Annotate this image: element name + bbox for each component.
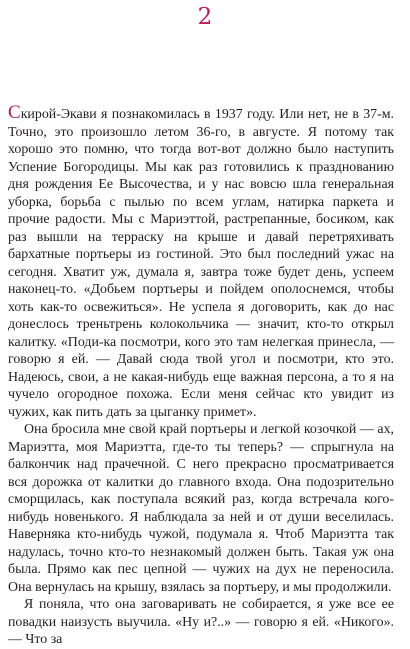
paragraph-1-text: кирой-Экави я познакомилась в 1937 году. Или нет, не в 37-м. Точно, это произошло летом 36-го, в августе. Я потому так хорошо это помню, что тогда вот-вот должно было наступить Успение Богородицы. Мы как раз готовились к празднованию дня рождения Ее Высочества, и у нас вовсю шла генеральная уборка, борьба с пылью по всем углам, натирка паркета и прочие радости. Мы с Мариэттой, растрепанные, босиком, как раз вышли на терраску на крыше и давай перетряхивать бархатные портьеры из гостиной. Это был последний ужас на сегодня. Хватит уж, думала я, завтра тоже будет день, успеем наконец-то. «Добьем портьеры и пойдем ополоснемся, чтобы хоть как-то освежиться». Не успела я договорить, как до нас донеслось треньтрень колокольчика — значит, кто-то открыл калитку. «Поди-ка посмотри, кого это там нелегкая принесла, — говорю я ей. — Давай сюда твой угол и посмотри, кто это. Надеюсь, свои, а не какая-нибудь еще важная персона, а то я на чучело огородное похожа. Если меня сейчас кто увидит из чужих, как пить дать за цыганку примет». bbox=[8, 107, 394, 420]
paragraph-3: Я поняла, что она заговаривать не собирается, я уже все ее повадки наизусть выучила. «Ну и?..» — говорю я ей. «Никого». — Что за bbox=[8, 597, 394, 647]
paragraph-2: Она бросила мне свой край портьеры и легкой козочкой — ах, Мариэтта, моя Мариэтта, где-то ты теперь? — спрыгнула на балкончик над прачечной. С него прекрасно просматривается вся дорожка от калитки до главного входа. Она подозрительно сморщилась, как поступала всякий раз, когда встречала кого-нибудь новенького. Я наблюдала за ней и от души веселилась. Наверняка кто-нибудь чужой, подумала я. Чтоб Мариэтта так надулась, точно кто-то незнакомый должен быть. Такая уж она была. Прямо как пес цепной — чужих на дух не переносила. Она вернулась на крышу, взялась за портьеру, и мы продолжили. bbox=[8, 422, 394, 595]
chapter-number: 2 bbox=[197, 4, 213, 30]
chapter-body bbox=[8, 104, 394, 649]
paragraph-1 bbox=[8, 104, 394, 421]
initial-letter: С bbox=[8, 102, 21, 123]
